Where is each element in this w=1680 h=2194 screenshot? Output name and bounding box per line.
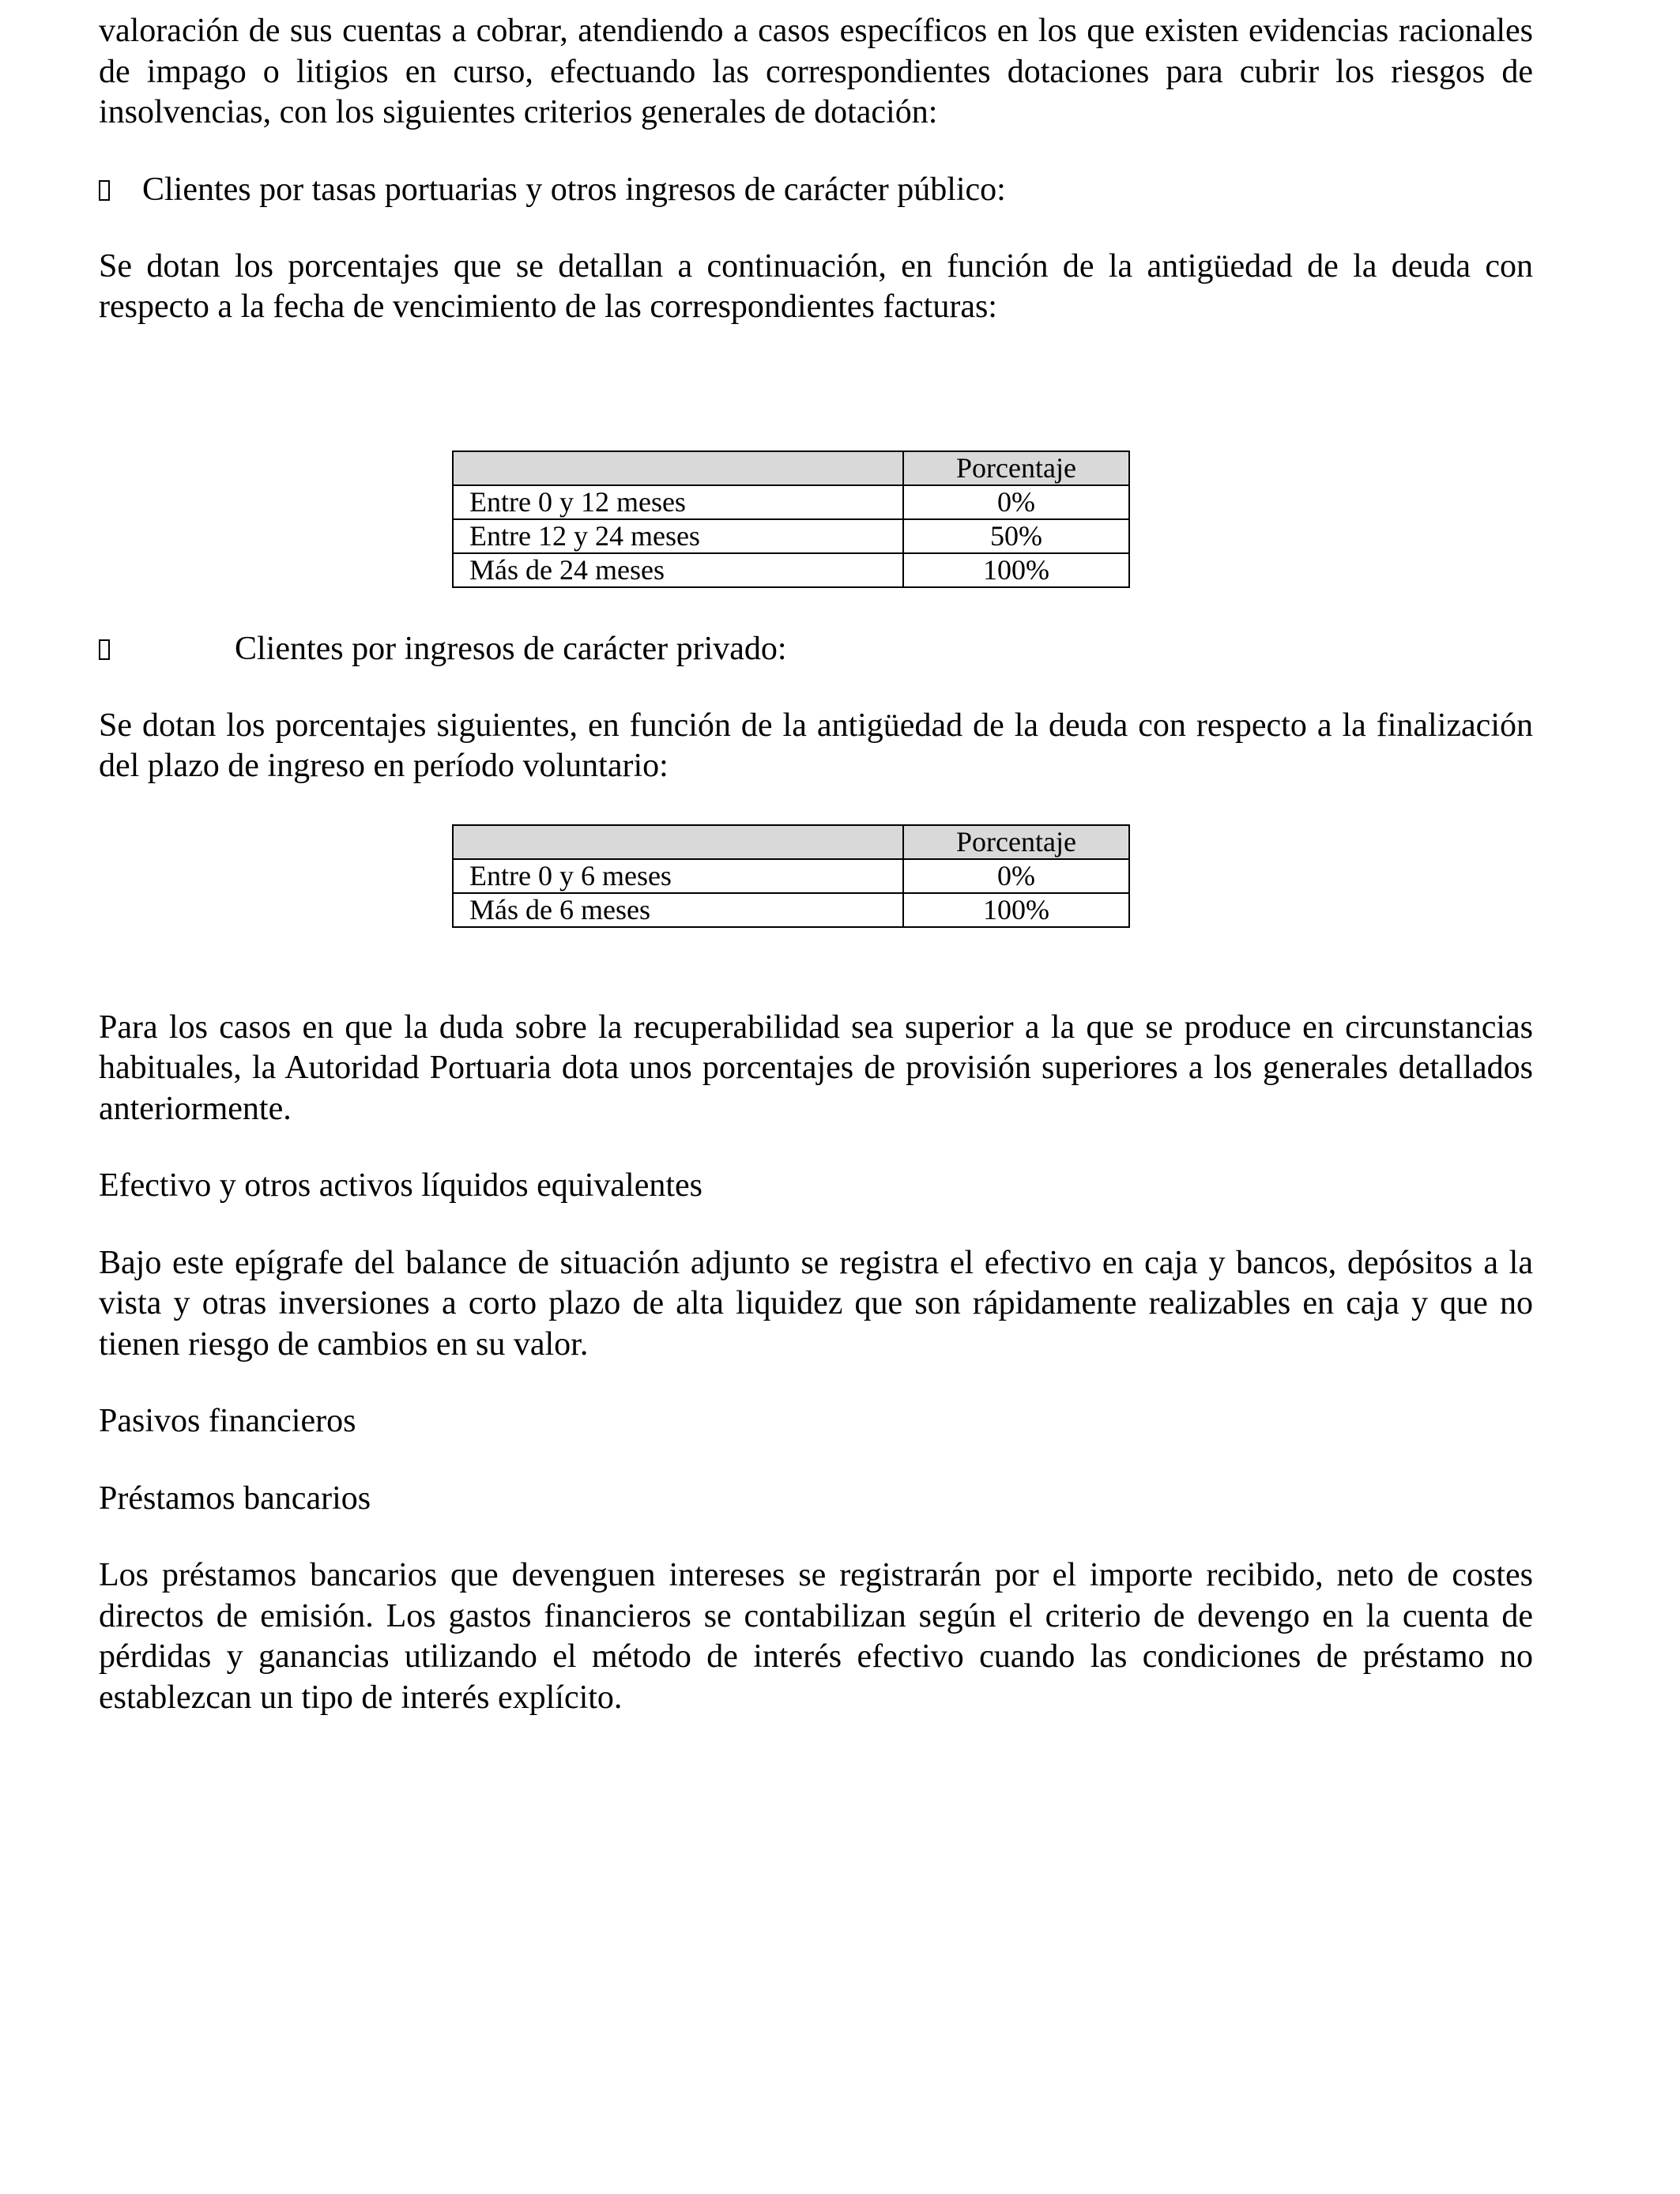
age-range-cell: Más de 24 meses: [453, 553, 903, 587]
public-clients-percentage-table: [452, 450, 1130, 588]
table-header-cell: [453, 825, 903, 859]
table-header-cell: Porcentaje: [903, 825, 1129, 859]
table-header-cell: Porcentaje: [903, 451, 1129, 485]
age-range-cell: Entre 0 y 6 meses: [453, 859, 903, 893]
age-range-cell: Entre 0 y 12 meses: [453, 485, 903, 519]
square-bullet-icon: [99, 180, 110, 201]
square-bullet-icon: [99, 639, 110, 660]
percentage-cell: 0%: [903, 859, 1129, 893]
cash-section-heading: Efectivo y otros activos líquidos equivalentes: [99, 1167, 703, 1204]
age-range-cell: Más de 6 meses: [453, 893, 903, 927]
percentage-cell: 100%: [903, 553, 1129, 587]
document-page: [99, 11, 1533, 1718]
percentage-cell: 50%: [903, 519, 1129, 553]
intro-paragraph: valoración de sus cuentas a cobrar, atendiendo a casos específicos en los que existen evidencias racionales de impago o litigios en curso, efectuando las correspondientes dotaciones para cubrir los riesgos de insolvencias, con los siguientes criterios generales de dotación:: [99, 13, 1533, 130]
public-clients-bullet-item: [99, 170, 1533, 210]
table-header-row: [453, 825, 1129, 859]
doubt-paragraph: Para los casos en que la duda sobre la recuperabilidad sea superior a la que se produce en circunstancias habituales, la Autoridad Portuaria dota unos porcentajes de provisión superiores a los generales detallados anteriormente.: [99, 1008, 1533, 1127]
percentage-cell: 0%: [903, 485, 1129, 519]
public-clients-bullet-text: Clientes por tasas portuarias y otros ingresos de carácter público:: [142, 171, 1006, 208]
private-clients-percentage-table: [452, 824, 1130, 928]
table-row: [453, 519, 1129, 553]
age-range-cell: Entre 12 y 24 meses: [453, 519, 903, 553]
table-row: [453, 859, 1129, 893]
table-row: [453, 553, 1129, 587]
table-header-row: [453, 451, 1129, 485]
percentage-cell: 100%: [903, 893, 1129, 927]
cash-paragraph: Bajo este epígrafe del balance de situación adjunto se registra el efectivo en caja y bancos, depósitos a la vista y otras inversiones a corto plazo de alta liquidez que son rápidamente realizables en caja y que no tienen riesgo de cambios en su valor.: [99, 1244, 1533, 1363]
public-clients-paragraph: Se dotan los porcentajes que se detallan a continuación, en función de la antigüedad de la deuda con respecto a la fecha de vencimiento de las correspondientes facturas:: [99, 247, 1533, 325]
private-clients-bullet-text: Clientes por ingresos de carácter privado:: [235, 630, 787, 667]
bank-loans-paragraph: Los préstamos bancarios que devenguen intereses se registrarán por el importe recibido, neto de costes directos de emisión. Los gastos financieros se contabilizan según el criterio de devengo en la cuenta de pérdidas y ganancias utilizando el método de interés efectivo cuando las condiciones de préstamo no establezcan un tipo de interés explícito.: [99, 1557, 1533, 1716]
bank-loans-heading: Préstamos bancarios: [99, 1480, 371, 1517]
private-clients-bullet-item: [99, 629, 1533, 669]
private-clients-paragraph: Se dotan los porcentajes siguientes, en función de la antigüedad de la deuda con respecto a la finalización del plazo de ingreso en período voluntario:: [99, 707, 1533, 784]
financial-liabilities-heading: Pasivos financieros: [99, 1403, 356, 1439]
table-row: [453, 485, 1129, 519]
table-row: [453, 893, 1129, 927]
table-header-cell: [453, 451, 903, 485]
